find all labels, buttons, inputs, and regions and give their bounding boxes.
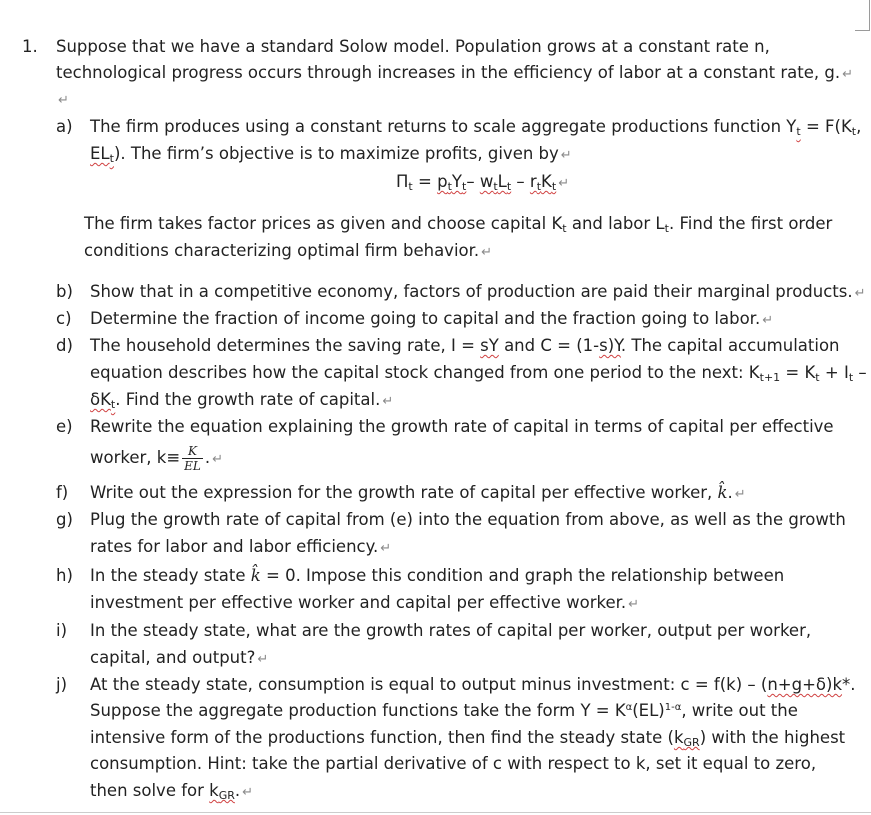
part-j-line-3: intensive form of the productions function, then find the steady state $(k_{GR})$ with the highest bbox=[90, 728, 846, 749]
return-mark-icon: ↵ bbox=[212, 452, 224, 467]
part-j-line-1: At the steady state, consumption is equal to output minus investment: c = f(k) – (n+g+δ)k*. bbox=[90, 675, 856, 694]
page-bottom-rule bbox=[0, 812, 871, 813]
part-a-line-2: $EL_t$). The firm’s objective is to maximize profits, given by ↵ bbox=[90, 144, 572, 165]
return-mark-icon: ↵ bbox=[854, 286, 866, 301]
return-mark-icon: ↵ bbox=[380, 541, 392, 556]
part-i-line-2: capital, and output? ↵ bbox=[90, 648, 269, 667]
return-mark-icon: ↵ bbox=[558, 176, 570, 191]
return-mark-icon: ↵ bbox=[762, 313, 774, 328]
part-j-line-2: Suppose the aggregate production functions take the form $Y = K^\alpha(EL)^{1-\alpha}$, write out the bbox=[90, 701, 798, 720]
part-b-marker: b) bbox=[56, 282, 73, 301]
part-b-text: Show that in a competitive economy, factors of production are paid their marginal products. ↵ bbox=[90, 282, 866, 301]
part-d-line-2: equation describes how the capital stock changed from one period to the next: $K_{t+1} = K_t + I_t$ – bbox=[90, 363, 867, 384]
empty-paragraph bbox=[56, 89, 69, 111]
part-j-line-4: consumption. Hint: take the partial derivative of c with respect to k, set it equal to zero, bbox=[90, 754, 817, 773]
part-c-marker: c) bbox=[56, 309, 72, 328]
intro-line-1: Suppose that we have a standard Solow model. Population grows at a constant rate n, bbox=[56, 37, 770, 56]
part-g-marker: g) bbox=[56, 510, 73, 529]
part-e-line-1: Rewrite the equation explaining the growth rate of capital in terms of capital per effective bbox=[90, 417, 834, 436]
part-j-line-5: then solve for $k_{GR}$. ↵ bbox=[90, 781, 254, 802]
part-j-marker: j) bbox=[56, 675, 68, 694]
part-d-line-1: The household determines the saving rate, I = sY and C = (1-s)Y. The capital accumulation bbox=[90, 336, 840, 355]
return-mark-icon: ↵ bbox=[242, 785, 254, 800]
page-corner-mark bbox=[855, 0, 870, 31]
part-h-line-2: investment per effective worker and capital per effective worker. ↵ bbox=[90, 593, 640, 612]
part-c-text: Determine the fraction of income going to capital and the fraction going to labor. ↵ bbox=[90, 309, 774, 328]
part-h-line-1: In the steady state k̂ = 0. Impose this condition and graph the relationship between bbox=[90, 566, 785, 585]
part-e-marker: e) bbox=[56, 417, 73, 436]
return-mark-icon: ↵ bbox=[58, 93, 69, 108]
return-mark-icon: ↵ bbox=[628, 597, 640, 612]
part-a-para-1: The firm takes factor prices as given and choose capital $K_t$ and labor $L_t$. Find the first order bbox=[84, 214, 833, 235]
profit-equation: $\Pi_t = p_tY_t-$ $w_tL_t - r_tK_t$ ↵ bbox=[396, 172, 570, 193]
question-number: 1. bbox=[22, 37, 38, 56]
return-mark-icon: ↵ bbox=[257, 652, 269, 667]
part-i-line-1: In the steady state, what are the growth rates of capital per worker, output per worker, bbox=[90, 621, 812, 640]
intro-line-2: technological progress occurs through increases in the efficiency of labor at a constant rate, g. ↵ bbox=[56, 63, 853, 82]
part-f-marker: f) bbox=[56, 483, 69, 502]
part-d-marker: d) bbox=[56, 336, 73, 355]
part-a-marker: a) bbox=[56, 117, 73, 136]
return-mark-icon: ↵ bbox=[560, 148, 572, 163]
part-g-line-1: Plug the growth rate of capital from (e) into the equation from above, as well as the growth bbox=[90, 510, 846, 529]
part-d-line-3: $\delta K_t$. Find the growth rate of capital. ↵ bbox=[90, 390, 394, 411]
k-fraction: $\frac{K}{EL}$ bbox=[184, 444, 201, 473]
part-e-line-2: worker, k≡ $\frac{K}{EL}$ . ↵ bbox=[90, 444, 224, 473]
part-f-text: Write out the expression for the growth rate of capital per effective worker, k̂. ↵ bbox=[90, 483, 746, 502]
return-mark-icon: ↵ bbox=[842, 67, 853, 82]
return-mark-icon: ↵ bbox=[734, 487, 746, 502]
part-g-line-2: rates for labor and labor efficiency. ↵ bbox=[90, 537, 392, 556]
part-h-marker: h) bbox=[56, 566, 73, 585]
part-a-line-1: The firm produces using a constant returns to scale aggregate productions function $Y_t = F(K_t$, bbox=[90, 117, 862, 138]
part-i-marker: i) bbox=[56, 621, 68, 640]
return-mark-icon: ↵ bbox=[481, 245, 493, 260]
return-mark-icon: ↵ bbox=[382, 394, 394, 409]
part-a-para-2: conditions characterizing optimal firm behavior. ↵ bbox=[84, 241, 493, 260]
